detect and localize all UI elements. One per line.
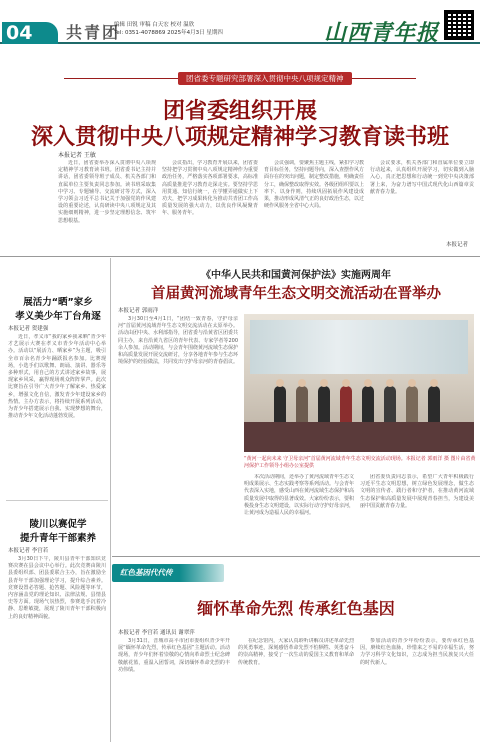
yellow-river-kicker: 《中华人民共和国黄河保护法》实施两周年 [201, 270, 391, 281]
tel-date-line: Tel: 0351-4078869 2025年4月3日 星期四 [114, 30, 223, 36]
lead-col-3: 会议强调，要聚焦主题主线，紧扣学习教育目标任务，坚持问题导向，深入查摆作风方面存在的突出问题，制定整改措施，明确责任分工，确保整改取得实效。各级团组织要以上率下、以身作则，持续巩固拓展作风建设成果，推动形成风清气正的良好政治生态，以过硬作风服务全省中心大局。 [264, 160, 364, 210]
lead-byline: 本报记者 王敏 [58, 152, 96, 159]
left-story2-byline: 本报记者 李宫若 [8, 548, 49, 554]
lead-end-byline: 本报记者 [446, 242, 469, 248]
left-story2-text: 3月30日下午，陵川县青年干部知识竞赛决赛在县会议中心举行。此次竞赛由陵川县委组织部、团县委联合主办，旨在激励全县青年干部加强理论学习，提升综合素养。竞赛设置必答题、抢答题、风险题等环节，内容涵盖党的理论知识、法律法规、县情县史等方面。现场气氛热烈，参赛选手沉着冷静、思维敏捷，展现了陵川青年干部积极向上的良好精神面貌。 [8, 556, 106, 620]
lower-kicker: 红色基因代代传 [112, 564, 224, 582]
newspaper-logo: 山西青年报 [324, 20, 440, 46]
left-story1-byline: 本报记者 贺建强 [8, 326, 49, 332]
page-number: 04 [2, 22, 58, 44]
masthead [0, 0, 480, 44]
qr-code-icon [444, 10, 474, 40]
left-story2-headline1: 陵川以赛促学 [29, 519, 87, 530]
left-story1-text: 近日，孝义市“我的家乡我来晒”青少年才艺展示大赛在孝义市青少年活动中心举办。活动以“展活力、晒家乡”为主题，吸引全市百余名青少年踊跃报名参加。比赛现场，小选手们以歌舞、朗诵、演讲、器乐等多种形式，用自己的方式讲述家乡故事，展现家乡风采，赢得现场观众阵阵掌声。此次比赛旨在引导广大青少年了解家乡、热爱家乡，增强文化自信，激发青少年建设家乡的热情。主办方表示，将持续开展系列活动，为青少年搭建展示自我、实现梦想的舞台，推动青少年文化活动蓬勃发展。 [8, 334, 106, 420]
lower-byline: 本报记者 李宫若 通讯员 谢翠萍 [118, 630, 195, 636]
yellow-river-col-3: 团省委负责同志表示，希望广大青年积极践行习近平生态文明思想，树立绿色发展理念，做生态文明的宣传者、践行者和守护者，在推动黄河流域生态保护和高质量发展中展现青春担当，为建设美丽中国贡献青春力量。 [360, 474, 474, 509]
lead-col-1: 近日，团省委举办深入贯彻中央八项规定精神学习教育读书班。团省委书记主持并讲话，团省委领导班子成员、机关各部门和直属单位主要负责同志参加。读书班采取集中学习、专题辅导、交流研讨等方式，深入学习领会习近平总书记关于加强党的作风建设的重要论述，认真研读中央八项规定及其实施细则精神，进一步坚定理想信念、筑牢思想根基。 [58, 160, 156, 224]
yellow-river-col-1: 3月30日至4月1日，“团结一致青春，守护母亲河”首届黄河流域青年生态文明交流活动在太原举办。活动由团中央、水利部指导，团省委与沿黄省区团委共同主办，来自沿黄九省区的青年代表、专家学者等200余人参加。活动期间，与会青年围绕黄河流域生态保护和高质量发展开展交流研讨，分享各地青年参与生态环境保护的经验做法，共同发出守护母亲河的青春倡议。 [118, 316, 238, 366]
left-story2-headline2: 提升青年干部素养 [19, 533, 96, 544]
lower-col-3: 参加活动的青少年纷纷表示，要传承红色基因，赓续红色血脉，珍惜来之不易的幸福生活，努力学习科学文化知识，立志成为担当民族复兴大任的时代新人。 [360, 638, 474, 666]
lead-col-2: 会议指出，学习教育开展以来，团省委坚持把学习贯彻中央八项规定精神作为重要政治任务，严格落实各项部署要求，高标准高质量推进学习教育走深走实。要坚持学思用贯通、知信行统一，在学懂弄通做实上下功夫，把学习成果转化为推动共青团工作高质量发展的强大动力，以优良作风凝聚青年、服务青年。 [162, 160, 258, 217]
event-photo [244, 314, 474, 452]
divider-lower [112, 556, 480, 557]
lower-col-1: 3月31日，晋城市高平市团市委组织青少年开展“缅怀革命先烈，传承红色基因”主题活动。活动现场，青少年们怀着崇敬的心情向革命烈士纪念碑敬献花篮，重温入团誓词，深切缅怀革命先烈的丰功伟绩。 [118, 638, 230, 673]
yellow-river-headline: 首届黄河流域青年生态文明交流活动在晋举办 [151, 286, 441, 302]
left-story1-headline1: 展活力“晒”家乡 [23, 297, 93, 308]
divider-left-column [110, 258, 111, 742]
section-name: 共青团 [66, 23, 121, 42]
yellow-river-byline: 本报记者 郭雨洋 [118, 308, 159, 314]
lead-col-4: 会议要求，机关各部门和直属单位要立即行动起来，认真组织开展学习，切实做到入脑入心，真正把思想和行动统一到党中央决策部署上来，为奋力谱写中国式现代化山西篇章贡献青春力量。 [370, 160, 474, 195]
lower-col-2: 在纪念馆内，大家认真聆听讲解员讲述革命先烈的英勇事迹，深刻感悟革命先烈不怕牺牲、英勇奋斗的崇高精神，接受了一次生动的爱国主义教育和革命传统教育。 [238, 638, 354, 666]
lead-headline-line1: 团省委组织开展 [162, 99, 317, 124]
photo-banner [250, 320, 468, 374]
lead-headline-line2: 深入贯彻中央八项规定精神学习教育读书班 [30, 125, 449, 150]
lead-kicker: 团省委专题研究部署深入贯彻中央八项规定精神 [178, 72, 352, 85]
editor-line: 编辑 田锐 审稿 白天宏 校对 温欣 [114, 22, 195, 28]
masthead-meta [114, 21, 223, 37]
divider-left-stories [6, 500, 108, 501]
divider-lead [0, 256, 480, 257]
photo-caption: “黄河一起向未来 守卫母亲河”首届黄河流域青年生态文明交流活动现场。本报记者 郭雨洋 摄 图片由省黄河保护工作领导小组办公室提供 [244, 456, 476, 469]
yellow-river-col-2: 本次活动期间，还举办了黄河流域青年生态文明成果展示、生态实践考察等系列活动。与会青年代表深入实地，感受山西在黄河流域生态保护和高质量发展中取得的显著成效。大家纷纷表示，要积极投身生态文明建设，以实际行动守护好母亲河，让黄河成为造福人民的幸福河。 [244, 474, 354, 517]
left-story1-headline2: 孝义美少年丁台角逐 [15, 311, 101, 322]
lower-headline: 缅怀革命先烈 传承红色基因 [197, 599, 395, 618]
